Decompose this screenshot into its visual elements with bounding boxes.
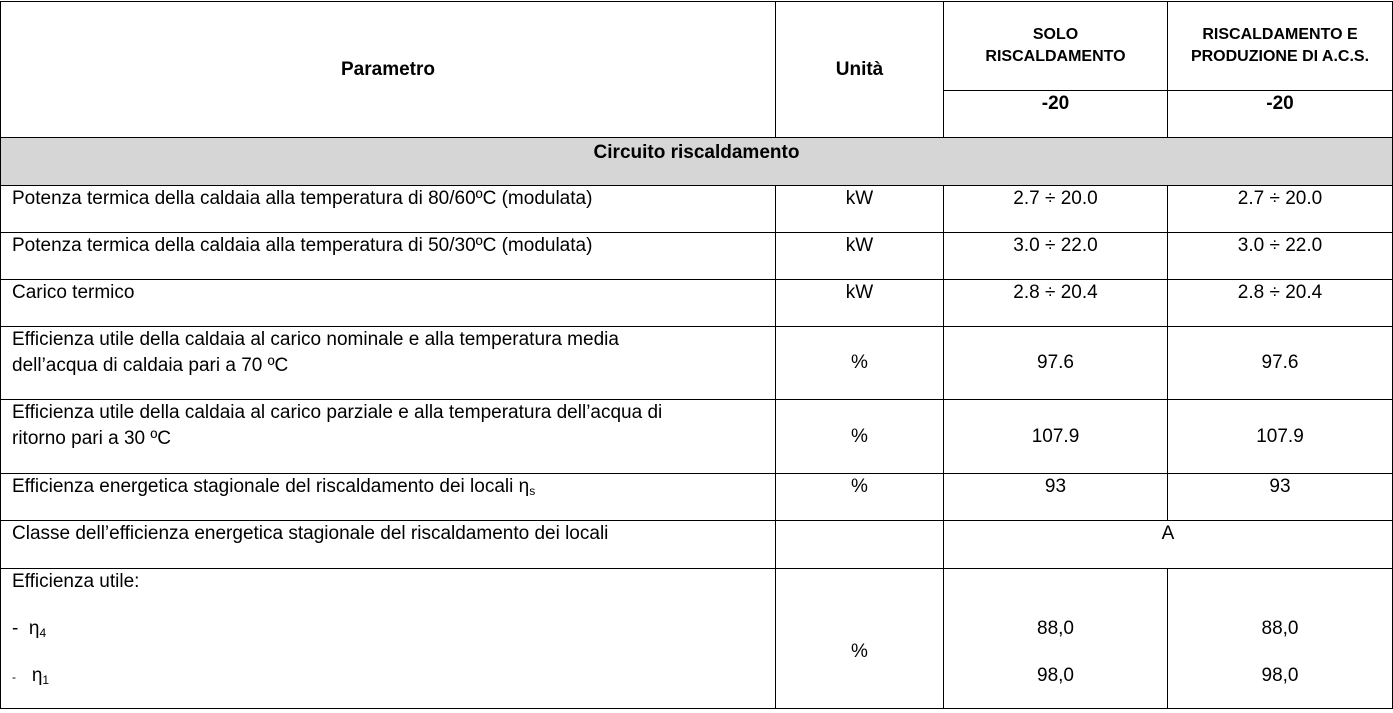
unit-cell: % (776, 474, 944, 521)
value-cell: 97.6 (1168, 327, 1393, 400)
value-cell: 2.8 ÷ 20.4 (944, 280, 1168, 327)
unit-cell (776, 521, 944, 569)
eta1-value: 98,0 (1037, 665, 1074, 686)
param-cell: Classe dell’efficienza energetica stagionale del riscaldamento dei locali (1, 521, 776, 569)
value-cell: 2.7 ÷ 20.0 (1168, 186, 1393, 233)
table-row (1, 233, 1393, 280)
eta-subscript: 1 (42, 673, 50, 687)
param-cell (1, 327, 776, 400)
unit-cell: % (776, 400, 944, 474)
param-cell: Potenza termica della caldaia alla temperatura di 50/30ºC (modulata) (1, 233, 776, 280)
param-line: Efficienza utile della caldaia al carico parziale e alla temperatura dell’acqua di (12, 402, 663, 423)
param-text: Efficienza energetica stagionale del riscaldamento dei locali η (12, 476, 530, 497)
value-cell: 3.0 ÷ 22.0 (1168, 233, 1393, 280)
table-row (1, 327, 1393, 400)
value-cell: 107.9 (1168, 400, 1393, 474)
value-cell: 97.6 (944, 327, 1168, 400)
eta-symbol: η (31, 665, 43, 686)
unit-cell: kW (776, 280, 944, 327)
eta4-line (12, 616, 767, 663)
eta4-value: 88,0 (1037, 618, 1074, 639)
header-temp-col1: -20 (944, 91, 1168, 138)
eta4-value: 88,0 (1261, 618, 1299, 639)
value-cell: 93 (944, 474, 1168, 521)
param-line: dell’acqua di caldaia pari a 70 ºC (12, 355, 289, 376)
dash: - (12, 618, 19, 639)
header-parametro: Parametro (1, 2, 776, 138)
eta-subscript: 4 (39, 626, 47, 640)
header-riscaldamento-acs: RISCALDAMENTO E PRODUZIONE DI A.C.S. (1168, 2, 1393, 91)
table-row (1, 186, 1393, 233)
param-line: ritorno pari a 30 ºC (12, 428, 172, 449)
value-cell (944, 569, 1168, 709)
dash: - (12, 670, 16, 684)
param-cell (1, 474, 776, 521)
value-cell: 2.7 ÷ 20.0 (944, 186, 1168, 233)
param-cell: Potenza termica della caldaia alla temperatura di 80/60ºC (modulata) (1, 186, 776, 233)
value-cell: 3.0 ÷ 22.0 (944, 233, 1168, 280)
param-cell: Carico termico (1, 280, 776, 327)
eta-subscript: s (529, 484, 536, 498)
unit-cell: % (776, 569, 944, 709)
header-unita: Unità (776, 2, 944, 138)
value-cell: 93 (1168, 474, 1393, 521)
param-line: Efficienza utile della caldaia al carico nominale e alla temperatura media (12, 329, 619, 350)
table-row (1, 569, 1393, 709)
value-cell (1168, 569, 1393, 709)
class-value-cell: A (944, 521, 1393, 569)
header-temp-col2: -20 (1168, 91, 1393, 138)
param-cell (1, 569, 776, 709)
value-cell: 2.8 ÷ 20.4 (1168, 280, 1393, 327)
value-cell: 107.9 (944, 400, 1168, 474)
unit-cell: % (776, 327, 944, 400)
efficienza-utile-label: Efficienza utile: (12, 571, 140, 592)
technical-data-table (0, 1, 1393, 709)
unit-cell: kW (776, 233, 944, 280)
eta1-value: 98,0 (1261, 665, 1299, 686)
section-circuito-riscaldamento: Circuito riscaldamento (1, 138, 1393, 186)
header-solo-riscaldamento: SOLO RISCALDAMENTO (944, 2, 1168, 91)
table-row (1, 474, 1393, 521)
param-cell (1, 400, 776, 474)
table-row (1, 400, 1393, 474)
table-row (1, 280, 1393, 327)
eta1-line (12, 663, 767, 707)
table-row (1, 521, 1393, 569)
eta-symbol: η (28, 618, 40, 639)
unit-cell: kW (776, 186, 944, 233)
